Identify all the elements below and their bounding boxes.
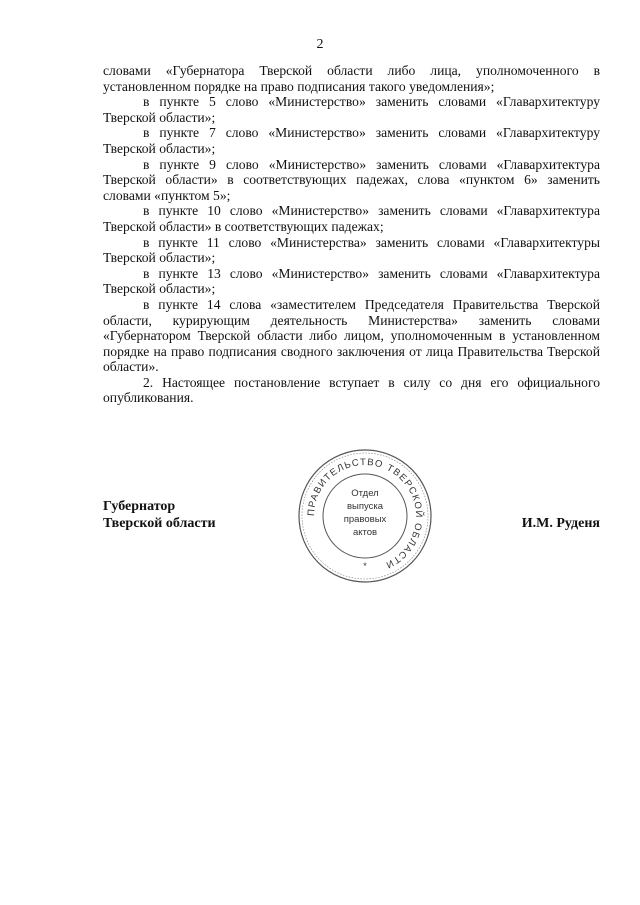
paragraph: в пункте 7 слово «Министерство» заменить словами «Главархитектуру Тверской области»;	[103, 125, 600, 156]
stamp-center-line: Отдел	[351, 488, 379, 499]
paragraph: в пункте 5 слово «Министерство» заменить словами «Главархитектуру Тверской области»;	[103, 94, 600, 125]
stamp-center-line: правовых	[343, 514, 387, 525]
stamp-graphic	[296, 447, 434, 585]
signatory-name: И.М. Руденя	[521, 516, 600, 531]
paragraph: словами «Губернатора Тверской области либо лица, уполномоченного в установленном порядке на право подписания такого уведомления»;	[103, 63, 600, 94]
paragraph: в пункте 11 слово «Министерства» заменить словами «Главархитектуры Тверской области»;	[103, 234, 600, 266]
document-body	[103, 63, 600, 406]
paragraph: в пункте 10 слово «Министерство» заменить словами «Главархитектура Тверской области» в соответствующих падежах;	[103, 203, 600, 234]
stamp-center-line: актов	[352, 527, 378, 538]
signatory-title	[103, 498, 216, 532]
stamp-center-line: выпуска	[346, 501, 384, 512]
official-stamp	[296, 447, 434, 585]
paragraph: в пункте 9 слово «Министерство» заменить словами «Главархитектура Тверской области» в соответствующих падежах, слова «пунктом 6» заменить словами «пунктом 5»;	[103, 156, 600, 203]
signatory-position: Губернатор	[103, 499, 176, 514]
signatory-region: Тверской области	[103, 516, 216, 531]
stamp-star: *	[363, 561, 367, 571]
stamp-ring-text: ПРАВИТЕЛЬСТВО ТВЕРСКОЙ ОБЛАСТИ	[305, 456, 425, 571]
paragraph: в пункте 13 слово «Министерство» заменить словами «Главархитектура Тверской области»;	[103, 265, 600, 297]
page-number: 2	[316, 37, 324, 52]
paragraph: 2. Настоящее постановление вступает в силу со дня его официального опубликования.	[103, 374, 600, 406]
paragraph: в пункте 14 слова «заместителем Председателя Правительства Тверской области, курирующим деятельность Министерства» заменить словами «Губернатором Тверской области либо лицом, уполномоченным в установленном порядке на право подписания сводного заключения от лица Правительства Тверской области».	[103, 296, 600, 375]
